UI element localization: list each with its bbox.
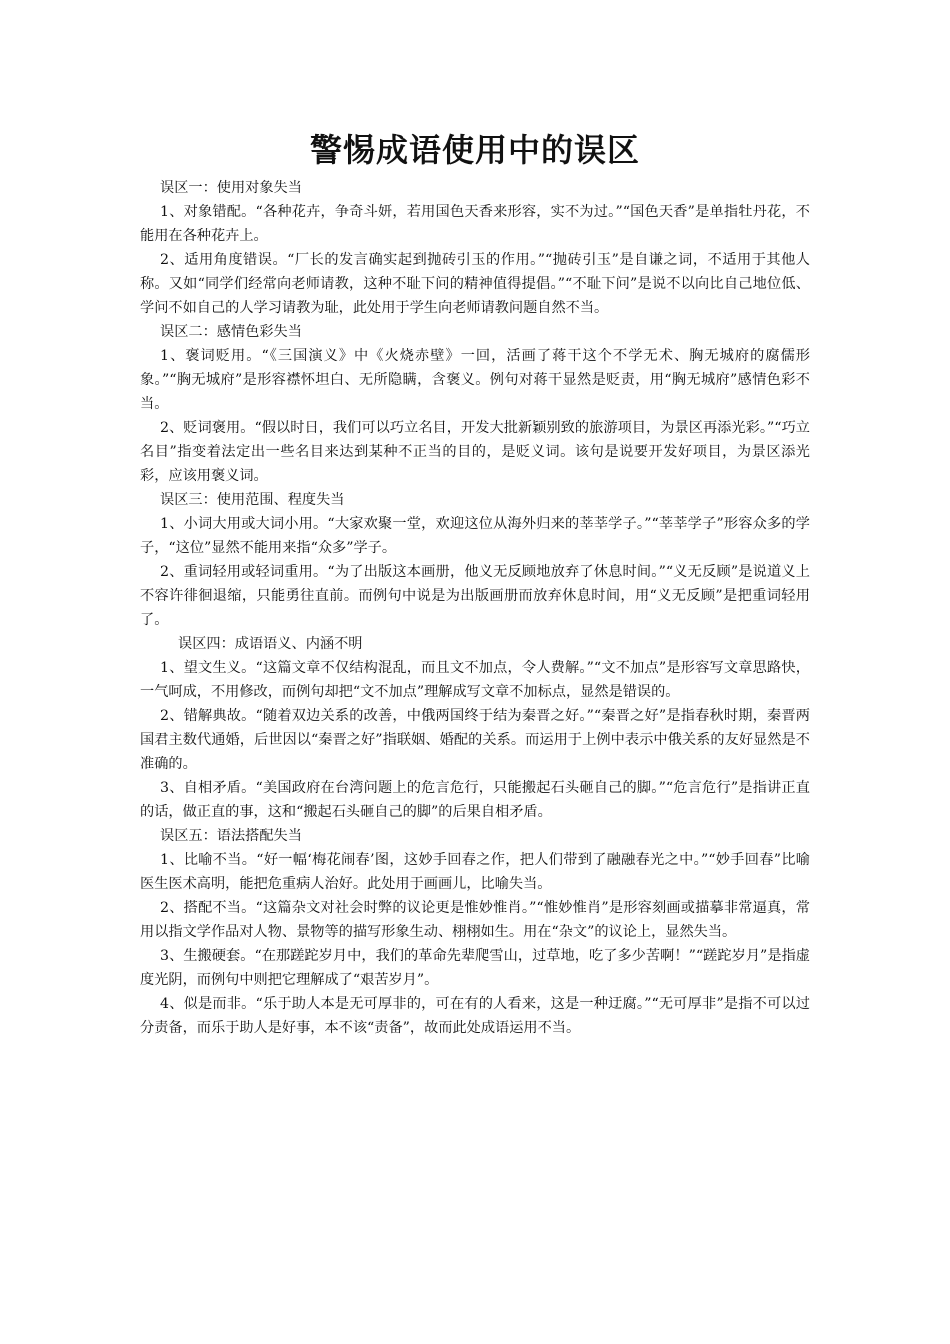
section-2: [140, 320, 810, 488]
paragraph: 4、似是而非。“乐于助人本是无可厚非的，可在有的人看来，这是一种迂腐。”“无可厚非”是指不可以过分责备，而乐于助人是好事，本不该“责备”，故而此处成语运用不当。: [140, 996, 810, 1036]
paragraph: 2、错解典故。“随着双边关系的改善，中俄两国终于结为秦晋之好。”“秦晋之好”是指春秋时期，秦晋两国君主数代通婚，后世因以“秦晋之好”指联姻、婚配的关系。而运用于上例中表示中俄关系的友好显然是不准确的。: [140, 708, 810, 772]
section-4: [140, 632, 810, 824]
section-heading: 误区一：使用对象失当: [160, 180, 302, 196]
section-5: [140, 824, 810, 1040]
paragraph: 3、生搬硬套。“在那蹉跎岁月中，我们的革命先辈爬雪山，过草地，吃了多少苦啊！”“蹉跎岁月”是指虚度光阴，而例句中则把它理解成了“艰苦岁月”。: [140, 948, 810, 988]
paragraph: 1、褒词贬用。“《三国演义》中《火烧赤壁》一回，活画了蒋干这个不学无术、胸无城府的腐儒形象。”“胸无城府”是形容襟怀坦白、无所隐瞒，含褒义。例句对蒋干显然是贬责，用“胸无城府”感情色彩不当。: [140, 348, 810, 412]
section-heading: 误区五：语法搭配失当: [160, 828, 302, 844]
paragraph: 2、重词轻用或轻词重用。“为了出版这本画册，他义无反顾地放弃了休息时间。”“义无反顾”是说道义上不容许徘徊退缩，只能勇往直前。而例句中说是为出版画册而放弃休息时间，用“义无反顾”是把重词轻用了。: [140, 564, 810, 628]
paragraph: 1、望文生义。“这篇文章不仅结构混乱，而且文不加点，令人费解。”“文不加点”是形容写文章思路快，一气呵成，不用修改，而例句却把“文不加点”理解成写文章不加标点，显然是错误的。: [140, 660, 810, 700]
paragraph: 1、小词大用或大词小用。“大家欢聚一堂，欢迎这位从海外归来的莘莘学子。”“莘莘学子”形容众多的学子，“这位”显然不能用来指“众多”学子。: [140, 516, 810, 556]
section-3: [140, 488, 810, 632]
document-title: 警惕成语使用中的误区: [309, 131, 640, 169]
paragraph: 2、适用角度错误。“厂长的发言确实起到抛砖引玉的作用。”“抛砖引玉”是自谦之词，不适用于其他人称。又如“同学们经常向老师请教，这种不耻下问的精神值得提倡。”“不耻下问”是说不以向比自己地位低、学问不如自己的人学习请教为耻，此处用于学生向老师请教问题自然不当。: [140, 252, 810, 316]
section-1: [140, 176, 810, 320]
section-heading: 误区四：成语语义、内涵不明: [178, 636, 363, 652]
section-heading: 误区二：感情色彩失当: [160, 324, 302, 340]
paragraph: 1、对象错配。“各种花卉，争奇斗妍，若用国色天香来形容，实不为过。”“国色天香”是单指牡丹花，不能用在各种花卉上。: [140, 204, 810, 244]
paragraph: 3、自相矛盾。“美国政府在台湾问题上的危言危行，只能搬起石头砸自己的脚。”“危言危行”是指讲正直的话，做正直的事，这和“搬起石头砸自己的脚”的后果自相矛盾。: [140, 780, 810, 820]
document-page: [140, 126, 810, 1040]
paragraph: 2、搭配不当。“这篇杂文对社会时弊的议论更是惟妙惟肖。”“惟妙惟肖”是形容刻画或描摹非常逼真，常用以指文学作品对人物、景物等的描写形象生动、栩栩如生。用在“杂文”的议论上，显然失当。: [140, 900, 810, 940]
section-heading: 误区三：使用范围、程度失当: [160, 492, 345, 508]
paragraph: 1、比喻不当。“好一幅‘梅花闹春’图，这妙手回春之作，把人们带到了融融春光之中。”“妙手回春”比喻医生医术高明，能把危重病人治好。此处用于画画儿，比喻失当。: [140, 852, 810, 892]
paragraph: 2、贬词褒用。“假以时日，我们可以巧立名目，开发大批新颖别致的旅游项目，为景区再添光彩。”“巧立名目”指变着法定出一些名目来达到某种不正当的目的，是贬义词。该句是说要开发好项目，为景区添光彩，应该用褒义词。: [140, 420, 810, 484]
